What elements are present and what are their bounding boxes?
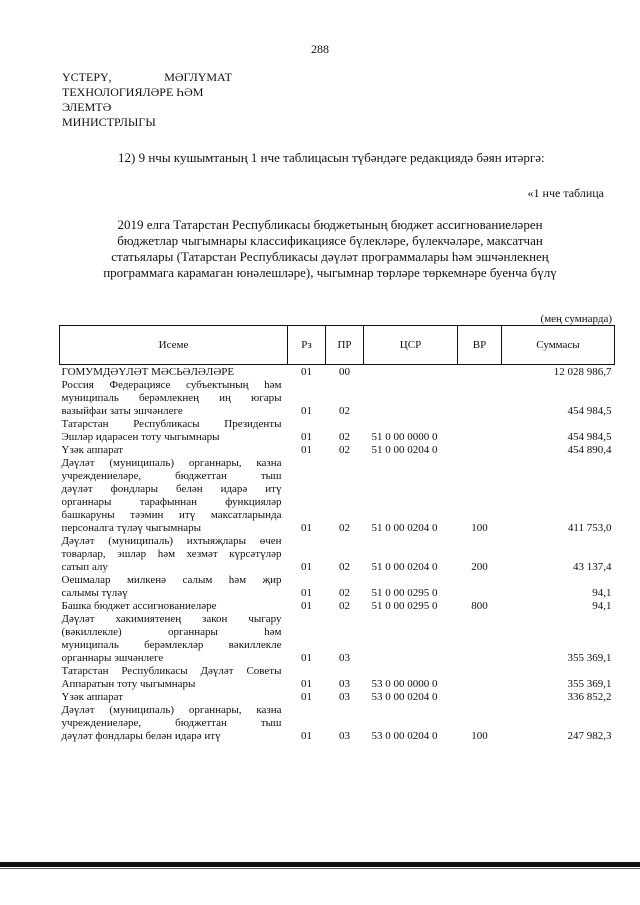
row-name (60, 665, 288, 691)
row-name (60, 691, 288, 704)
ministry-line-2: ТЕХНОЛОГИЯЛӘРЕ ҺӘМ (62, 85, 204, 99)
row-name-line: (вәкиллекле) органнары һәм (61, 626, 282, 638)
row-name-line: ГОМУМДӘҮЛӘТ МӘСЬӘЛӘЛӘРЕ (61, 366, 235, 378)
row-name-line: Дәүләт хакимиятенең закон чыгару (61, 613, 282, 625)
row-pr: 02 (339, 522, 350, 534)
row-vr: 100 (471, 730, 488, 742)
table-row (60, 691, 615, 704)
row-pr: 02 (339, 587, 350, 599)
header-csr: ЦСР (364, 326, 458, 365)
row-name-line: персоналга түләү чыгымнары (61, 522, 202, 534)
ministry-line-4: МИНИСТРЛЫГЫ (62, 115, 156, 129)
row-rz: 01 (301, 652, 312, 664)
row-name-line: Аппаратын тоту чыгымнары (61, 678, 196, 690)
row-vr: 200 (471, 561, 488, 573)
budget-table (59, 325, 615, 743)
row-csr: 51 0 00 0000 0 (371, 431, 438, 443)
row-vr (458, 574, 502, 600)
row-vr (458, 665, 502, 691)
row-pr: 03 (339, 730, 350, 742)
row-name (60, 444, 288, 457)
header-vr: ВР (458, 326, 502, 365)
table-row (60, 418, 615, 444)
table-row (60, 444, 615, 457)
row-name-line: муниципаль берәмлекләр вәкиллекле (61, 639, 282, 651)
row-amount: 336 852,2 (567, 691, 612, 703)
row-name (60, 600, 288, 613)
row-rz: 01 (301, 444, 312, 456)
row-name-line: муниципаль берәмлекнең иң югары (61, 392, 282, 404)
row-pr: 02 (339, 561, 350, 573)
row-name-line: учреждениеләре, бюджеттан тыш (61, 717, 282, 729)
row-name-line: сатып алу (61, 561, 108, 573)
row-name (60, 535, 288, 574)
row-csr: 51 0 00 0295 0 (371, 600, 438, 612)
row-csr (364, 379, 458, 418)
row-amount: 43 137,4 (573, 561, 612, 573)
ministry-line-1b: МӘГЛҮМАТ (164, 70, 232, 84)
table-header-row (60, 326, 615, 365)
row-name-line: Россия Федерациясе субъектының һәм (61, 379, 282, 391)
page-bottom-border (0, 862, 640, 867)
table-title: 2019 елга Татарстан Республикасы бюджетының бюджет ассигнованиеләрен бюджетлар чыгымнары классификациясе бүлекләре, бүлекчәләре, максатчан статьялары (Татарстан Республикасы дәүләт программалары һәм эшчәнлекнең программага карамаган юнәлешләре), чыгымнар төрләре төркемнәре буенча бүлү (103, 217, 557, 280)
row-name-line: дәүләт фондлары белән идарә итү (61, 730, 221, 742)
row-name-line: Оешмалар милкенә салым һәм җир (61, 574, 282, 586)
table-row (60, 365, 615, 380)
row-vr (458, 418, 502, 444)
row-name (60, 418, 288, 444)
header-rz: Рз (288, 326, 326, 365)
row-name-line: Дәүләт (муниципаль) органнары, казна (61, 704, 282, 716)
table-row (60, 574, 615, 600)
table-row (60, 457, 615, 535)
row-pr: 02 (339, 405, 350, 417)
row-rz: 01 (301, 600, 312, 612)
row-name-line: Дәүләт (муниципаль) органнары, казна (61, 457, 282, 469)
row-amount: 454 984,5 (567, 431, 612, 443)
row-pr: 00 (339, 366, 350, 378)
row-name-line: салымы түләү (61, 587, 128, 599)
row-amount: 411 753,0 (567, 522, 612, 534)
table-body (60, 365, 615, 744)
row-name-line: Башка бюджет ассигнованиеләре (61, 600, 217, 612)
page-bottom-border-thin (0, 868, 640, 869)
row-csr (364, 613, 458, 665)
row-pr: 03 (339, 691, 350, 703)
row-pr: 02 (339, 444, 350, 456)
row-name-line: вазыйфаи заты эшчәнлеге (61, 405, 183, 417)
row-name-line: Үзәк аппарат (61, 444, 124, 456)
row-rz: 01 (301, 587, 312, 599)
row-name (60, 379, 288, 418)
row-name-line: органнары тарафыннан функцияләр (61, 496, 282, 508)
row-name (60, 704, 288, 743)
table-row (60, 665, 615, 691)
row-name (60, 365, 288, 380)
row-csr: 51 0 00 0204 0 (371, 522, 438, 534)
row-vr (458, 691, 502, 704)
row-name-line: товарлар, эшләр һәм хезмәт күрсәтүләр (61, 548, 282, 560)
units-note: (мең сумнарда) (540, 313, 612, 325)
row-rz: 01 (301, 431, 312, 443)
row-name-line: дәүләт фондлары белән идарә итү (61, 483, 282, 495)
row-csr: 53 0 00 0000 0 (371, 678, 438, 690)
row-amount: 454 984,5 (567, 405, 612, 417)
row-name-line: Татарстан Республикасы Президенты (61, 418, 282, 430)
amendment-text: 12) 9 нчы кушымтаның 1 нче таблицасын түбәндәге редакциядә бәян итәргә: (118, 150, 545, 165)
ministry-header (62, 70, 232, 130)
row-csr: 51 0 00 0295 0 (371, 587, 438, 599)
table-row (60, 600, 615, 613)
row-name (60, 574, 288, 600)
row-pr: 03 (339, 678, 350, 690)
table-row (60, 613, 615, 665)
row-csr (364, 365, 458, 380)
row-name-line: Дәүләт (муниципаль) ихтыяҗлары өчен (61, 535, 282, 547)
row-vr (458, 379, 502, 418)
row-name (60, 613, 288, 665)
row-rz: 01 (301, 678, 312, 690)
row-csr: 53 0 00 0204 0 (371, 691, 438, 703)
row-pr: 03 (339, 652, 350, 664)
row-name-line: учреждениеләре, бюджеттан тыш (61, 470, 282, 482)
row-vr (458, 444, 502, 457)
table-row (60, 379, 615, 418)
row-amount: 454 890,4 (567, 444, 612, 456)
row-rz: 01 (301, 691, 312, 703)
row-vr: 100 (471, 522, 488, 534)
header-amount: Суммасы (502, 326, 615, 365)
table-row (60, 704, 615, 743)
row-amount: 12 028 986,7 (553, 366, 612, 378)
ministry-line-1 (62, 70, 232, 85)
header-pr: ПР (326, 326, 364, 365)
row-name-line: Татарстан Республикасы Дәүләт Советы (61, 665, 282, 677)
row-amount: 355 369,1 (567, 678, 612, 690)
row-amount: 94,1 (592, 587, 612, 599)
row-rz: 01 (301, 561, 312, 573)
row-amount: 355 369,1 (567, 652, 612, 664)
row-rz: 01 (301, 405, 312, 417)
row-csr: 53 0 00 0204 0 (371, 730, 438, 742)
row-name-line: органнары эшчәнлеге (61, 652, 164, 664)
ministry-line-1a: ҮСТЕРҮ, (62, 70, 112, 84)
row-rz: 01 (301, 366, 312, 378)
row-pr: 02 (339, 431, 350, 443)
row-name-line: Үзәк аппарат (61, 691, 124, 703)
row-name-line: башкаруны тәэмин итү максатларында (61, 509, 282, 521)
page-number: 288 (311, 42, 329, 56)
ministry-line-3: ЭЛЕМТӘ (62, 100, 112, 114)
row-vr: 800 (471, 600, 488, 612)
row-csr: 51 0 00 0204 0 (371, 561, 438, 573)
row-csr: 51 0 00 0204 0 (371, 444, 438, 456)
table-row (60, 535, 615, 574)
row-rz: 01 (301, 522, 312, 534)
row-name-line: Эшләр идарәсен тоту чыгымнары (61, 431, 220, 443)
row-vr (458, 365, 502, 380)
row-pr: 02 (339, 600, 350, 612)
row-vr (458, 613, 502, 665)
header-name: Исеме (60, 326, 288, 365)
row-name (60, 457, 288, 535)
table-reference: «1 нче таблица (527, 186, 604, 200)
row-amount: 247 982,3 (567, 730, 612, 742)
row-amount: 94,1 (592, 600, 612, 612)
row-rz: 01 (301, 730, 312, 742)
